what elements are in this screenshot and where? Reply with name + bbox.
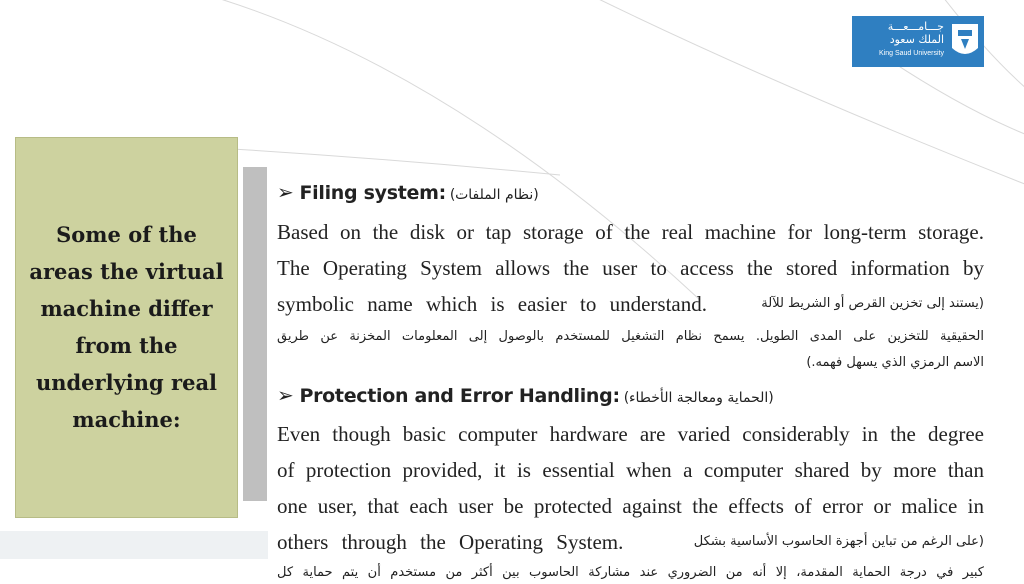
mixed-line-english: symbolic name which is easier to understand. — [277, 292, 707, 316]
sidebar-title: Some of the areas the virtual machine differ from the underlying real machine: — [29, 222, 224, 432]
logo-arabic-line-2: الملك سعود — [889, 33, 944, 46]
mixed-line — [277, 528, 984, 556]
body-line: Even though basic computer hardware are varied considerably in the degree — [277, 422, 984, 446]
body-line: one user, that each user be protected against the effects of error or malice in — [277, 494, 984, 518]
university-logo — [852, 16, 984, 67]
logo-english-name: King Saud University — [879, 50, 944, 57]
arrow-bullet-icon: ➢ — [277, 383, 294, 407]
section-heading-protection — [277, 383, 773, 407]
heading-arabic: (الحماية ومعالجة الأخطاء) — [623, 390, 774, 406]
heading-text: Filing system: — [299, 182, 446, 204]
mixed-line — [277, 290, 984, 318]
arrow-bullet-icon: ➢ — [277, 180, 294, 204]
arabic-line: الاسم الرمزي الذي يسهل فهمه.) — [806, 355, 984, 370]
scroll-bar[interactable] — [243, 167, 267, 501]
body-line: of protection provided, it is essential when a computer shared by more than — [277, 458, 984, 482]
heading-text: Protection and Error Handling: — [299, 385, 620, 407]
body-line: The Operating System allows the user to access the stored information by — [277, 256, 984, 280]
arabic-line: الحقيقية للتخزين على المدى الطويل. يسمح نظام التشغيل للمستخدم بالوصول إلى المعلومات المخزنة عن طريق — [277, 329, 984, 344]
mixed-line-arabic: (يستند إلى تخزين القرص أو الشريط للآلة — [761, 296, 984, 311]
sidebar-box — [15, 137, 238, 518]
body-line: Based on the disk or tap storage of the real machine for long-term storage. — [277, 220, 984, 244]
section-heading-filing — [277, 180, 538, 204]
mixed-line-english: others through the Operating System. — [277, 530, 624, 554]
heading-arabic: (نظام الملفات) — [449, 187, 539, 203]
arabic-line: كبير في درجة الحماية المقدمة، إلا أنه من الضروري عند مشاركة الحاسوب بين أكثر من مستخدم أن يتم حماية كل — [277, 565, 984, 580]
logo-arabic-line-1: جـــامـــعـــة — [887, 20, 944, 33]
bottom-strip — [0, 531, 268, 559]
university-emblem-icon — [950, 22, 980, 62]
mixed-line-arabic: (على الرغم من تباين أجهزة الحاسوب الأساسية بشكل — [693, 534, 984, 549]
